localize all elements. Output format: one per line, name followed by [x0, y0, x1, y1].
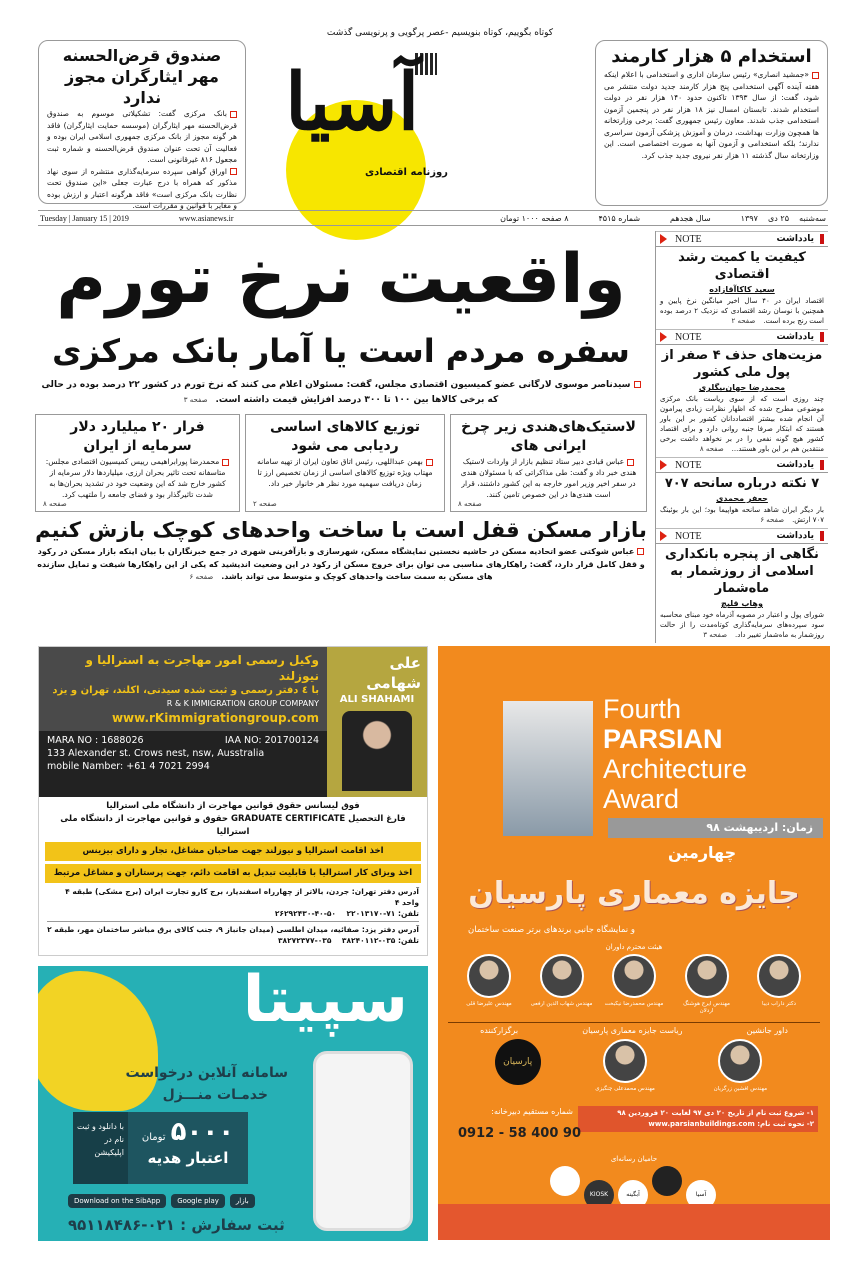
ad-subtitle: با ٤ دفتر رسمی و ثبت شده سیدنی، اکلند، تهران و یزد — [52, 685, 319, 696]
top-left-story — [38, 40, 246, 210]
award-title-en: Architecture — [603, 754, 748, 784]
top-right-story — [595, 40, 828, 206]
jury-label: هیئت محترم داوران — [605, 943, 663, 951]
portrait — [757, 954, 801, 998]
degree: فارغ التحصیل GRADUATE CERTIFICATE حقوق و قوانین مهاجرت از دانشگاه ملی استرالیا — [60, 814, 406, 837]
gift-banner — [73, 1112, 248, 1184]
story-title: توزیع کالاهای اساسی ردیابی می شود — [269, 419, 421, 454]
website: www.asianews.ir — [178, 213, 234, 223]
note-text: شورای پول و اعتبار در مصوبه آذرماه خود مبنای محاسبه سود سپرده‌های سرمایه‌گذاری کوتاه‌مدت را از حالت روزشمار به ماه‌شمار تغییر داد. — [660, 611, 824, 639]
sponsor-logo — [652, 1166, 682, 1196]
portrait — [603, 1039, 647, 1083]
sepita-ad — [38, 966, 428, 1241]
note-title: نگاهی از پنجره بانکداری اسلامی از روزشمار به ماه‌شمار — [665, 547, 819, 596]
office-phone: تلفن: ۷۱-۲۲۰۱۳۱۷۰ ۵۰-۴۰-۲۶۲۹۲۴۳۰ — [47, 908, 419, 922]
note-author: جعفر محمدی — [716, 494, 768, 503]
role-label: برگزارکننده — [480, 1026, 519, 1035]
brand-logo: سپیتا — [242, 966, 408, 1037]
note — [655, 329, 828, 457]
year: سال هجدهم — [670, 213, 711, 223]
company: R & K IMMIGRATION GROUP COMPANY — [166, 699, 319, 708]
note-label-fa: یادداشت — [777, 234, 824, 244]
gift-label: اعتبار هدیه — [147, 1149, 229, 1167]
award-subtitle: و نمایشگاه جانبی برندهای برتر صنعت ساختمان — [468, 925, 635, 935]
award-title-en: Award — [603, 784, 680, 814]
lead-text — [35, 378, 647, 408]
jury-name: دکتر داراب دیبا — [762, 1001, 796, 1007]
jury-name: مهندس شهاب الدین ارفعی — [530, 1001, 593, 1007]
note-author: وهاب قلیچ — [721, 599, 763, 608]
page-ref: صفحه ۳ — [183, 396, 208, 404]
jury-name: مهندس علیرضا قلی — [466, 1001, 512, 1007]
sponsor-logo: KIOSK — [584, 1180, 614, 1210]
registration-info: ۱- شروع ثبت نام از تاریخ ۲۰ دی ۹۷ لغایت ۲۰ فروردین ۹۸ — [617, 1109, 814, 1117]
jury-member — [603, 954, 665, 1015]
currency: تومان — [141, 1132, 166, 1143]
persian-date: سه‌شنبه ۲۵ دی ۱۳۹۷ — [740, 213, 826, 223]
profile-panel — [327, 647, 427, 797]
award-title-en: Fourth — [603, 694, 682, 724]
story-text: بهمن عبداللهی، رئیس اتاق تعاون ایران از تهیه سامانه مهتاب ویژه توزیع کالاهای اساسی از زمان تخصیص ارز تا زمان دریافت سهمیه مورد نظر هر خانوار خبر داد. — [257, 457, 433, 488]
housing-text-body: عباس شوکتی عضو اتحادیه مسکن در حاشیه نخستین نمایشگاه مسکن، شهرسازی و بازآفرینی شهری در جمع خبرنگاران با بیان اینکه بازار مسکن در رکود و قفل کامل قرار دارد، گفت: راهکارهای مناسبی می توان برای خروج مسکن از رکود در این وضعیت اندیشید که یکی از این راهکارها شیفت و تمایل سازنده های مسکن به سمت ساخت واحدهای کوچک و متوسط می تواند باشد. — [37, 547, 645, 581]
note — [655, 231, 828, 329]
service-band: اخذ ویزای کار استرالیا با قابلیت تبدیل به اقامت دائم، جهت پرستاران و مشاغل مرتبط — [45, 864, 421, 883]
story-box — [450, 414, 647, 512]
gift-note: با دانلود و ثبت نام در اپلیکیشن — [73, 1112, 128, 1184]
phone-image — [313, 1051, 413, 1231]
iaa-number: IAA NO: 201700124 — [224, 735, 319, 746]
lead-text-body: سیدناصر موسوی لارگانی عضو کمیسیون اقتصادی مجلس، گفت: مسئولان اعلام می کنند که نرخ تورم در کشور ۲۲ درصد بوده در حالی که برخی کالاها بین ۱۰۰ تا ۳۰۰ درصد افزایش قیمت داشته است. — [41, 380, 631, 405]
bullet-icon — [230, 168, 237, 175]
story-title: استخدام ۵ هزار کارمند — [611, 46, 812, 67]
page-ref: صفحه ۸ — [458, 500, 482, 508]
ad-title: وکیل رسمی امور مهاجرت به استرالیا و نیوزلند — [85, 653, 319, 683]
note — [655, 528, 828, 643]
page-ref: صفحه ۲ — [731, 317, 756, 325]
page-ref: صفحه ۸ — [699, 445, 724, 453]
mobile: mobile Namber: +61 4 7021 2994 — [47, 761, 210, 772]
jury-member — [709, 1039, 771, 1093]
story-title: مهر ایثارگران مجوز ندارد — [65, 67, 219, 107]
bullet-icon — [627, 459, 634, 466]
role-label: داور جانشین — [746, 1026, 788, 1035]
bullet-icon — [812, 72, 819, 79]
note — [655, 457, 828, 528]
footer-band — [438, 1204, 830, 1240]
registration-link[interactable]: ۲- نحوه ثبت نام: www.parsianbuildings.com — [648, 1120, 814, 1128]
note-label-fa: یادداشت — [777, 332, 824, 342]
jury-member — [676, 954, 738, 1015]
portrait — [612, 954, 656, 998]
photo — [342, 711, 412, 791]
mara-number: MARA NO : 1688026 — [47, 735, 144, 746]
note-text: چند روزی است که از سوی ریاست بانک مرکزی موضوعی مطرح شده که اظهار نظرات زیادی پیرامون آن انجام شده بیشتر اقتصاددانان کشور بر این باور هستند که ابتکار صرفا جنبه روانی دارد و برای اقتصاد کشور هیچ گونه نفعی را در بر نخواهد داشت برخی منتقدین هم بر این باور هستند... — [660, 395, 824, 453]
award-title-fa: چهارمین — [668, 843, 737, 862]
story-text: عباس قبادی دبیر ستاد تنظیم بازار از واردات لاستیک هندی خبر داد و گفت: طی مذاکراتی که با مسئولان هندی در سفر اخیر وزیر امور خارجه به این کشور داشتند، قرار است هندی‌ها در این خصوص تامین کنند. — [460, 457, 637, 499]
main-headline: واقعیت نرخ تورم — [56, 240, 626, 319]
note-title: ۷ نکته درباره سانحه ۷۰۷ — [664, 476, 820, 491]
sponsor-logo: آسیا — [686, 1180, 716, 1210]
issue-number: شماره ۴۵۱۵ — [598, 213, 641, 223]
jury-member — [531, 954, 593, 1015]
jury-name: مهندس افشین زرگریان — [713, 1086, 768, 1092]
logo-subtitle: روزنامه اقتصادی — [365, 167, 448, 178]
story-title: لاستیک‌های‌هندی زیر چرخ ایرانی های — [461, 419, 636, 454]
note-author: محمدرضا جهان‌بیگلری — [698, 383, 786, 392]
organizer-logo — [495, 1039, 541, 1085]
sponsors-label: حامیان رسانه‌ای — [610, 1155, 658, 1163]
note-label-en: NOTE — [660, 531, 702, 542]
role-label: ریاست جایزه معماری پارسیان — [582, 1026, 683, 1035]
portrait — [685, 954, 729, 998]
glove-image — [38, 971, 158, 1111]
bullet-icon — [222, 459, 229, 466]
note-title: مزیت‌های حذف ۴ صفر از پول ملی کشور — [661, 348, 823, 380]
address-en: 133 Alexander st. Crows nest, nsw, Ausstralia — [47, 748, 265, 759]
bullet-icon — [637, 548, 644, 555]
immigration-ad — [38, 646, 428, 956]
bullet-icon — [634, 381, 641, 388]
logo-text: آسیا — [285, 57, 420, 148]
order-phone: ثبت سفارش : ۰۲۱-۹۵۱۱۸۴۸۶ — [68, 1216, 285, 1234]
stories-row — [35, 414, 647, 512]
housing-text — [35, 546, 647, 584]
jury-name: مهندس محمدرضا نیکبخت — [604, 1001, 664, 1007]
note-label-fa: یادداشت — [777, 460, 824, 470]
degree: فوق لیسانس حقوق قوانین مهاجرت از دانشگاه ملی استرالیا — [106, 801, 360, 811]
story-box — [35, 414, 240, 512]
name-fa: علی شهامی — [366, 654, 421, 692]
story-text: محمدرضا پورابراهیمی رییس کمیسیون اقتصادی مجلس: متاسفانه تحت تاثیر بحران ارزی، میلیاردها دلار سرمایه از کشور خارج شد که این وضعیت خود در تشدید بحران‌ها به شدت تاثیرگذار بود و فضای جامعه را ملتهب کرد. — [45, 457, 226, 499]
office-phone: تلفن: ۰۳۵-۳۸۲۴۰۱۱۲ ۰۳۵-۳۸۲۷۲۳۷۷ — [277, 936, 419, 945]
jury-member — [594, 1039, 656, 1093]
jury-name: مهندس ایرج هوشنگ اردلان — [683, 1001, 730, 1014]
story-box — [245, 414, 445, 512]
sub-headline: سفره مردم است یا آمار بانک مرکزی — [52, 332, 630, 370]
secretariat-phone: 0912 - 58 400 90 — [458, 1126, 581, 1141]
website-link[interactable]: www.rKimmigrationgroup.com — [111, 711, 319, 725]
portrait — [467, 954, 511, 998]
page-ref: صفحه ۶ — [189, 573, 214, 581]
phone-label: شماره مستقیم دبیرخانه: — [491, 1107, 573, 1116]
note-label-en: NOTE — [660, 460, 702, 471]
story-text: اوراق گواهی سپرده سرمایه‌گذاری منتشره از سوی نهاد مذکور که همراه با درج عبارت جعلی «این صندوق تحت نظارت بانک مرکزی است» فاقد هرگونه اعتبار و ارزش بوده و مغایر با قوانین و مقررات است. — [47, 166, 237, 210]
jury-member — [458, 954, 520, 1015]
ad-line: خدمـات منـــزل — [162, 1087, 268, 1103]
note-title: کیفیت یا کمیت رشد اقتصادی — [678, 250, 806, 282]
ad-line: سامانه آنلاین درخواست — [125, 1065, 288, 1081]
building-image — [503, 701, 593, 836]
gift-amount: ۵۰۰۰ — [170, 1117, 235, 1147]
office-address: آدرس دفتر تهران: جردن، بالاتر از چهارراه اسفندیار، برج کارو تجارت ایران (برج مشکی) طبقه ۴ واحد ۴ — [65, 887, 419, 907]
tagline: کوتاه بگوییم، کوتاه بنویسیم -عصر پرگویی و پرنویسی گذشت — [326, 28, 554, 38]
bullet-icon — [426, 459, 433, 466]
bullet-icon — [230, 111, 237, 118]
story-text: «جمشید انصاری» رئیس سازمان اداری و استخدامی با اعلام اینکه هفته آینده آگهی استخدامی پنج هزار کارمند جدید دولت منتشر می شود، گفت: از سال ۱۳۹۳ تاکنون حدود ۱۴۰ هزار نفر در دولت استخدام شدند. تابستان امسال نیز ۱۸ هزار نفر در پنجمین آزمون استخدامی جذب شدند. معاون رئیس جمهوری گفت: برخی وزارتخانه ها همچون وزارت بهداشت، درمان و آموزش پزشکی آزمون سراسری ندارند؛ بلکه استخدامی و آزمون آنها به صورت اختصاصی است. این وزارتخانه سال گذشته ۱۱ هزار نفر نیروی جدید جذب کرد. — [604, 70, 820, 160]
google-play-badge[interactable]: Google play — [171, 1194, 225, 1208]
note-label-en: NOTE — [660, 234, 702, 245]
portrait — [540, 954, 584, 998]
bazaar-badge[interactable]: بازار — [230, 1194, 255, 1208]
english-date: Tuesday | January 15 | 2019 — [40, 213, 129, 223]
price: ۸ صفحه ۱۰۰۰ تومان — [500, 213, 569, 223]
award-date: زمان: اردیبهشت ۹۸ — [608, 818, 823, 838]
note-label-fa: یادداشت — [777, 531, 824, 541]
sponsor-logo — [550, 1166, 580, 1196]
office-address: آدرس دفتر یزد: صفائیه، میدان اطلسی (میدان جانباز ۹، جنب کالای برق مباشر ساختمان مهر، طبقه ۲ — [47, 925, 419, 934]
note-text: بار دیگر ایران شاهد سانحه هواپیما بود؛ این بار بوئینگ ۷۰۷ ارتش. — [660, 506, 824, 524]
note-label-en: NOTE — [660, 332, 702, 343]
award-title-en: PARSIAN — [603, 724, 723, 754]
jury-member — [748, 954, 810, 1015]
dateline — [38, 210, 828, 226]
parsian-award-ad — [438, 646, 830, 1240]
notes-column — [655, 231, 828, 643]
note-author: سعید کاکاآقازاده — [709, 285, 775, 294]
page-ref: صفحه ۳ — [703, 631, 728, 639]
note-text: اقتصاد ایران در ۴۰ سال اخیر میانگین نرخ پایین و همچنین با نوسان رشد اقتصادی که نزدیک ۲ درصد بوده است رنج برده است. — [660, 297, 824, 325]
main-column — [35, 232, 647, 584]
service-band: اخذ اقامت استرالیا و نیوزلند جهت صاحبان مشاغل، تجار و دارای بیزینس — [45, 842, 421, 861]
sponsor-logo: آبگینه — [618, 1180, 648, 1210]
jury-name: مهندس محمدعلی چنگیزی — [595, 1086, 655, 1092]
logo — [280, 45, 448, 205]
story-text: بانک مرکزی گفت: تشکیلاتی موسوم به صندوق قرض‌الحسنه مهر ایثارگران (موسسه حمایت ایثارگران) فاقد هر گونه مجوز از بانک مرکزی جمهوری اسلامی ایران بوده و فعالیت آن تحت عنوان صندوق قرض‌الحسنه و شماره ثبت مجعول ۸۱۶ غیرقانونی است. — [47, 109, 237, 164]
sibapp-badge[interactable]: Download on the SibApp — [68, 1194, 166, 1208]
housing-headline: بازار مسکن قفل است با ساخت واحدهای کوچک بازش کنیم — [35, 518, 647, 542]
organizer-name: پارسیان — [503, 1057, 533, 1067]
name-en: ALI SHAHAMI — [339, 694, 415, 705]
page-ref: صفحه ۲ — [253, 500, 277, 508]
story-title: صندوق قرض‌الحسنه — [62, 46, 222, 65]
story-title: فرار ۲۰ میلیارد دلار سرمایه از ایران — [70, 419, 205, 454]
page-ref: صفحه ۸ — [43, 500, 67, 508]
award-title-fa: جایزه معماری پارسیان — [468, 876, 800, 911]
portrait — [718, 1039, 762, 1083]
page-ref: صفحه ۶ — [760, 516, 785, 524]
